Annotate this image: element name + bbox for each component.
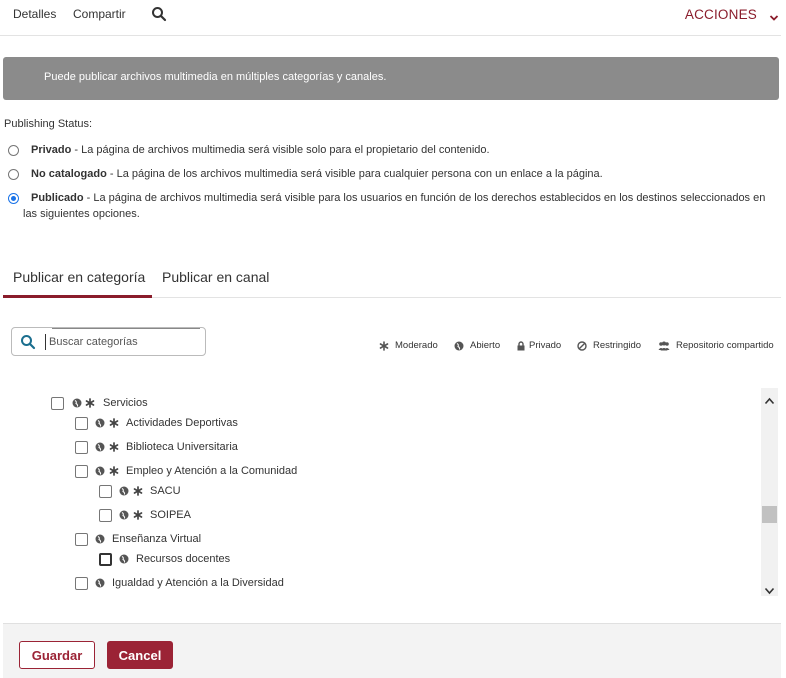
asterisk-icon — [109, 418, 119, 428]
publish-tabs — [3, 258, 781, 298]
checkbox-soipea[interactable] — [99, 509, 112, 522]
scrollbar-thumb[interactable] — [762, 506, 777, 523]
tree-item-sacu — [99, 485, 249, 501]
category-search-input[interactable] — [45, 331, 200, 353]
option-unlisted-text: No catalogado - La página de los archivos multimedia será visible para cualquier persona con un enlace a la página. — [31, 168, 603, 180]
globe-icon — [72, 398, 82, 408]
tree-item-label: SOIPEA — [150, 509, 191, 521]
lock-icon — [516, 341, 526, 351]
category-search — [11, 327, 206, 356]
save-button[interactable]: Guardar — [19, 641, 95, 669]
checkbox-ensenanza-virtual[interactable] — [75, 533, 88, 546]
cancel-button[interactable]: Cancel — [107, 641, 173, 669]
tab-publish-channel[interactable]: Publicar en canal — [162, 269, 270, 285]
banner-text: Puede publicar archivos multimedia en múltiples categorías y canales. — [44, 71, 387, 83]
nav-details-link[interactable]: Detalles — [13, 7, 57, 21]
tree-item-label: Actividades Deportivas — [126, 417, 238, 429]
checkbox-actividades-deportivas[interactable] — [75, 417, 88, 430]
asterisk-icon — [133, 486, 143, 496]
asterisk-icon — [379, 341, 389, 351]
search-icon — [20, 334, 36, 350]
tab-publish-category[interactable]: Publicar en categoría — [13, 269, 146, 285]
tree-item-label: Biblioteca Universitaria — [126, 441, 238, 453]
tree-item-servicios — [51, 397, 251, 413]
legend-moderated: Moderado — [379, 340, 441, 352]
tree-item-label: Recursos docentes — [136, 553, 231, 565]
radio-private[interactable] — [8, 145, 19, 156]
tree-item-label: Empleo y Atención a la Comunidad — [126, 465, 298, 477]
actions-menu[interactable]: ACCIONES — [684, 7, 757, 22]
asterisk-icon — [85, 398, 95, 408]
tree-item-biblioteca-universitaria — [75, 441, 325, 457]
chevron-down-icon[interactable] — [769, 10, 779, 20]
globe-icon — [119, 510, 129, 520]
globe-icon — [454, 341, 464, 351]
checkbox-biblioteca-universitaria[interactable] — [75, 441, 88, 454]
search-icon[interactable] — [151, 6, 167, 22]
tree-item-soipea — [99, 509, 249, 525]
asterisk-icon — [133, 510, 143, 520]
legend-open: Abierto — [454, 340, 504, 352]
option-published-text: Publicado - La página de archivos multimedia será visible para los usuarios en función de los derechos establecidos en los destinos seleccionados en — [31, 192, 766, 204]
option-published-text-cont: las siguientes opciones. — [23, 208, 140, 220]
tree-item-empleo — [75, 465, 375, 481]
nav-share-link[interactable]: Compartir — [73, 7, 126, 21]
tree-item-label: Enseñanza Virtual — [112, 533, 202, 545]
chevron-up-icon[interactable] — [764, 392, 775, 400]
legend-restricted: Restringido — [577, 340, 647, 352]
globe-icon — [95, 418, 105, 428]
globe-icon — [95, 534, 105, 544]
checkbox-recursos-docentes[interactable] — [99, 553, 112, 566]
legend-private: Privado — [516, 340, 566, 352]
checkbox-sacu[interactable] — [99, 485, 112, 498]
search-box-top-line — [52, 328, 200, 329]
info-banner — [3, 57, 779, 100]
checkbox-igualdad[interactable] — [75, 577, 88, 590]
radio-published[interactable] — [8, 193, 19, 204]
globe-icon — [119, 486, 129, 496]
footer-bar — [3, 623, 781, 678]
globe-icon — [119, 554, 129, 564]
checkbox-servicios[interactable] — [51, 397, 64, 410]
category-tree — [0, 388, 780, 596]
tree-item-recursos-docentes — [99, 553, 299, 569]
users-icon — [658, 341, 670, 351]
asterisk-icon — [109, 442, 119, 452]
globe-icon — [95, 466, 105, 476]
tree-item-igualdad — [75, 577, 375, 593]
chevron-down-icon[interactable] — [764, 582, 775, 590]
tree-item-label: Servicios — [103, 397, 148, 409]
option-private-text: Privado - La página de archivos multimedia será visible solo para el propietario del contenido. — [31, 144, 490, 156]
ban-icon — [577, 341, 587, 351]
asterisk-icon — [109, 466, 119, 476]
radio-unlisted[interactable] — [8, 169, 19, 180]
tree-item-label: SACU — [150, 485, 181, 497]
tree-item-label: Igualdad y Atención a la Diversidad — [112, 577, 284, 589]
globe-icon — [95, 442, 105, 452]
publishing-status-label: Publishing Status: — [4, 118, 93, 130]
tree-item-actividades-deportivas — [75, 417, 325, 433]
tree-item-ensenanza-virtual — [75, 533, 275, 549]
globe-icon — [95, 578, 105, 588]
checkbox-empleo[interactable] — [75, 465, 88, 478]
legend-shared-repository: Repositorio compartido — [658, 340, 778, 352]
tree-scrollbar[interactable] — [761, 388, 778, 596]
top-nav — [0, 0, 781, 36]
active-tab-indicator — [3, 295, 152, 298]
